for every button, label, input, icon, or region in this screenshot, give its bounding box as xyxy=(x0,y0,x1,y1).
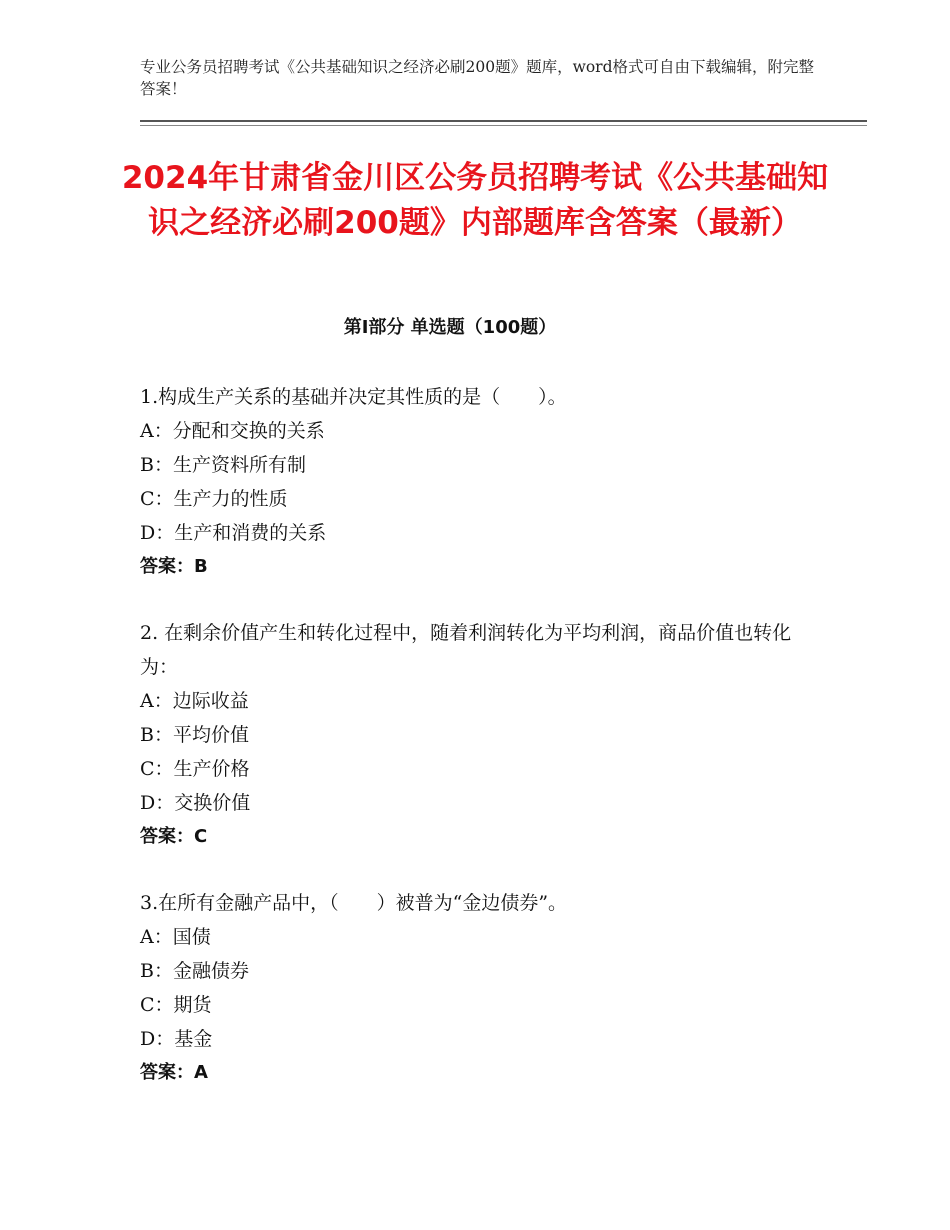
option-d: D：生产和消费的关系 xyxy=(140,522,327,544)
question-3 xyxy=(140,886,820,1090)
question-stem: 2. 在剩余价值产生和转化过程中，随着利润转化为平均利润，商品价值也转化为： xyxy=(140,622,792,678)
option-b: B：平均价值 xyxy=(140,724,249,746)
option-b: B：金融债券 xyxy=(140,960,249,982)
header-rule-thick xyxy=(140,120,867,122)
option-b: B：生产资料所有制 xyxy=(140,454,306,476)
option-c: C：生产价格 xyxy=(140,758,250,780)
question-list xyxy=(140,380,820,1122)
option-a: A：分配和交换的关系 xyxy=(140,420,325,442)
option-c: C：生产力的性质 xyxy=(140,488,288,510)
header-note: 专业公务员招聘考试《公共基础知识之经济必刷200题》题库，word格式可自由下载编辑，附完整答案！ xyxy=(140,58,815,98)
document-title: 2024年甘肃省金川区公务员招聘考试《公共基础知识之经济必刷200题》内部题库含答案（最新） xyxy=(121,160,829,241)
answer: 答案：B xyxy=(140,556,208,577)
answer: 答案：C xyxy=(140,826,208,847)
option-c: C：期货 xyxy=(140,994,212,1016)
option-d: D：交换价值 xyxy=(140,792,251,814)
question-stem: 1.构成生产关系的基础并决定其性质的是（ ）。 xyxy=(140,386,567,408)
answer: 答案：A xyxy=(140,1062,208,1083)
header-rule-thin xyxy=(140,125,867,126)
option-a: A：国债 xyxy=(140,926,211,948)
option-a: A：边际收益 xyxy=(140,690,249,712)
question-1 xyxy=(140,380,820,584)
section-heading: 第Ⅰ部分 单选题（100题） xyxy=(343,317,557,338)
question-stem: 3.在所有金融产品中，（ ）被普为“金边债券”。 xyxy=(140,892,568,914)
option-d: D：基金 xyxy=(140,1028,213,1050)
question-2 xyxy=(140,616,820,854)
